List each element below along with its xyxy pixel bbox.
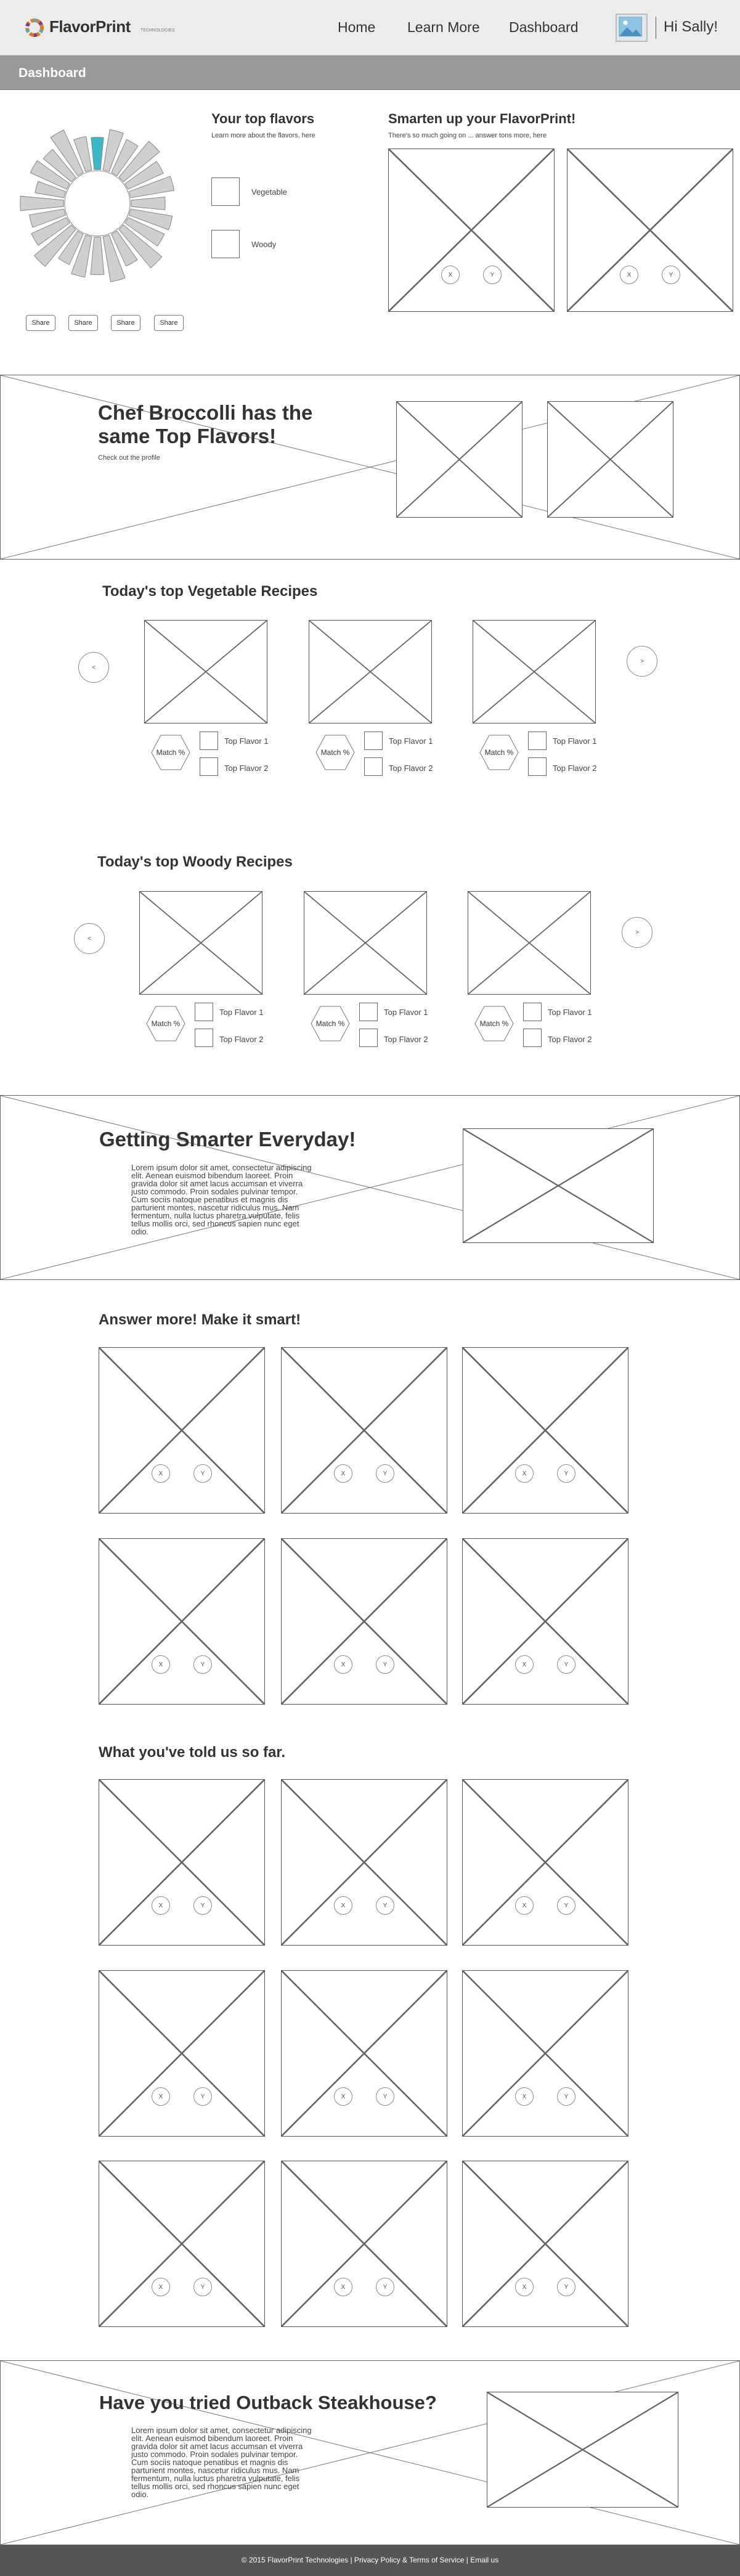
smarter-title: Getting Smarter Everyday! — [99, 1128, 356, 1151]
top-flavors-title: Your top flavors — [211, 111, 315, 126]
image-placeholder-icon — [304, 892, 426, 994]
image-placeholder-icon — [99, 1539, 264, 1704]
woody-next-button[interactable]: > — [622, 917, 653, 948]
flavor-petal[interactable] — [91, 237, 104, 275]
match-percent-label: Match % — [484, 748, 514, 757]
top-flavor-2-label: Top Flavor 2 — [389, 764, 433, 773]
avatar[interactable] — [616, 14, 648, 42]
image-placeholder-icon — [463, 1539, 628, 1704]
flavor-label-vegetable: Vegetable — [251, 187, 287, 197]
question-card[interactable] — [99, 1779, 265, 1946]
top-flavor-2-label: Top Flavor 2 — [384, 1035, 428, 1044]
top-flavor-2-checkbox[interactable] — [523, 1029, 542, 1047]
top-flavor-1-label: Top Flavor 1 — [224, 736, 269, 746]
flavor-center — [65, 171, 130, 236]
told-us-title: What you've told us so far. — [99, 1744, 286, 1761]
top-flavor-2-checkbox[interactable] — [528, 757, 547, 776]
dashboard-bar — [0, 55, 740, 90]
woody-recipes-title: Today's top Woody Recipes — [97, 854, 293, 870]
answer-x-button[interactable]: X — [152, 1464, 170, 1483]
image-placeholder-icon — [463, 1971, 628, 2136]
top-flavor-1-checkbox[interactable] — [359, 1003, 378, 1021]
smarten-link[interactable]: There's so much going on ... answer tons more, here — [388, 132, 547, 139]
flavor-petal[interactable] — [91, 137, 104, 169]
match-percent-label: Match % — [320, 748, 350, 757]
match-percent-badge — [474, 1005, 514, 1042]
image-placeholder-icon — [548, 402, 673, 517]
brand-tagline: TECHNOLOGIES — [140, 28, 175, 33]
nav-learn-more[interactable]: Learn More — [407, 19, 480, 35]
share-button[interactable]: Share — [26, 315, 55, 331]
match-percent-badge — [310, 1005, 351, 1042]
top-flavor-2-label: Top Flavor 2 — [219, 1035, 264, 1044]
top-flavor-2-checkbox[interactable] — [195, 1029, 213, 1047]
chef-image[interactable] — [396, 401, 522, 518]
answer-y-button[interactable]: Y — [483, 266, 502, 284]
top-flavor-1-checkbox[interactable] — [528, 732, 547, 750]
question-card[interactable] — [99, 1538, 265, 1705]
image-placeholder-icon — [487, 2392, 678, 2507]
image-placeholder-icon — [468, 892, 590, 994]
outback-body: Lorem ipsum dolor sit amet, consectetur adipiscing elit. Aenean euismod bibendum laoreet. Proin gravida dolor sit amet lacus accumsan et viverra justo commodo. Proin sodales pulvinar tempor. Cum sociis natoque penatibus et magnis dis parturient montes, nascetur ridiculus mus. Nam fermentum, nulla luctus pharetra vulputate, felis tellus mollis orci, sed rhoncus sapien nunc eget odio. — [131, 2426, 312, 2499]
answer-x-button[interactable]: X — [515, 1464, 534, 1483]
answer-x-button[interactable]: X — [152, 1655, 170, 1674]
answer-y-button[interactable]: Y — [557, 2278, 575, 2296]
footer-text[interactable]: © 2015 FlavorPrint Technologies | Privacy Policy & Terms of Service | Email us — [241, 2556, 499, 2564]
image-placeholder-icon — [389, 149, 554, 311]
flavor-petal[interactable] — [131, 197, 165, 210]
match-percent-badge — [315, 734, 356, 771]
image-placeholder-icon — [463, 2161, 628, 2326]
top-header — [0, 0, 740, 55]
outback-image[interactable] — [487, 2392, 678, 2508]
outback-title: Have you tried Outback Steakhouse? — [99, 2392, 437, 2413]
flavor-petal[interactable] — [20, 196, 64, 211]
answer-y-button[interactable]: Y — [557, 1655, 575, 1674]
answer-x-button[interactable]: X — [515, 2278, 534, 2296]
match-percent-label: Match % — [315, 1019, 345, 1028]
top-flavor-1-label: Top Flavor 1 — [384, 1008, 428, 1017]
image-placeholder-icon — [309, 621, 431, 723]
question-card[interactable] — [99, 2161, 265, 2327]
image-placeholder-icon — [99, 1780, 264, 1945]
answer-y-button[interactable]: Y — [557, 1464, 575, 1483]
woody-prev-button[interactable]: < — [74, 923, 105, 954]
recipe-image[interactable] — [304, 891, 427, 995]
answer-x-button[interactable]: X — [515, 1896, 534, 1915]
answer-x-button[interactable]: X — [334, 2087, 352, 2106]
user-greeting[interactable]: Hi Sally! — [664, 18, 718, 35]
question-card[interactable] — [281, 1970, 447, 2137]
recipe-image[interactable] — [473, 620, 596, 723]
image-placeholder-icon — [282, 1348, 447, 1513]
answer-x-button[interactable]: X — [620, 266, 638, 284]
top-flavors-learn-link[interactable]: Learn more about the flavors, here — [211, 132, 315, 139]
answer-y-button[interactable]: Y — [557, 1896, 575, 1915]
answer-y-button[interactable]: Y — [376, 1896, 394, 1915]
top-flavor-2-checkbox[interactable] — [200, 757, 218, 776]
top-flavor-2-label: Top Flavor 2 — [224, 764, 269, 773]
nav-dashboard[interactable]: Dashboard — [509, 19, 579, 35]
match-percent-badge — [150, 734, 191, 771]
answer-x-button[interactable]: X — [334, 1655, 352, 1674]
image-placeholder-icon — [282, 1971, 447, 2136]
question-card[interactable] — [281, 1538, 447, 1705]
top-flavor-2-checkbox[interactable] — [359, 1029, 378, 1047]
recipe-image[interactable] — [309, 620, 432, 723]
nav-home[interactable]: Home — [338, 19, 376, 35]
chef-title: Chef Broccolli has the same Top Flavors! — [98, 401, 313, 447]
recipe-image[interactable] — [139, 891, 262, 995]
top-flavor-1-checkbox[interactable] — [364, 732, 383, 750]
answer-x-button[interactable]: X — [515, 2087, 534, 2106]
answer-y-button[interactable]: Y — [557, 2087, 575, 2106]
smarter-image[interactable] — [463, 1128, 654, 1243]
question-card[interactable] — [567, 149, 733, 312]
image-placeholder-icon — [99, 1348, 264, 1513]
question-card[interactable] — [99, 1970, 265, 2137]
image-placeholder-icon — [282, 2161, 447, 2326]
recipe-image[interactable] — [144, 620, 267, 723]
flavor-image-vegetable[interactable] — [211, 177, 240, 206]
answer-y-button[interactable]: Y — [376, 2087, 394, 2106]
question-card[interactable] — [99, 1347, 265, 1514]
top-flavor-1-checkbox[interactable] — [195, 1003, 213, 1021]
image-placeholder-icon — [282, 1539, 447, 1704]
question-card[interactable] — [281, 1347, 447, 1514]
image-placeholder-icon — [397, 402, 522, 517]
top-flavor-2-checkbox[interactable] — [364, 757, 383, 776]
answer-y-button[interactable]: Y — [376, 1464, 394, 1483]
veg-next-button[interactable]: > — [627, 646, 657, 677]
top-flavor-1-label: Top Flavor 1 — [219, 1008, 264, 1017]
top-flavor-1-label: Top Flavor 1 — [553, 736, 597, 746]
answer-x-button[interactable]: X — [152, 1896, 170, 1915]
dashboard-title: Dashboard — [18, 66, 86, 80]
image-placeholder-icon — [463, 1780, 628, 1945]
veg-recipes-title: Today's top Vegetable Recipes — [102, 583, 318, 600]
question-card[interactable] — [281, 1779, 447, 1946]
image-icon — [617, 15, 646, 41]
answer-x-button[interactable]: X — [515, 1655, 534, 1674]
share-button[interactable]: Share — [154, 315, 184, 331]
answer-y-button[interactable]: Y — [376, 1655, 394, 1674]
footer — [0, 2545, 740, 2576]
answer-y-button[interactable]: Y — [193, 1896, 212, 1915]
image-placeholder-icon — [99, 1971, 264, 2136]
match-percent-label: Match % — [151, 1019, 181, 1028]
match-percent-badge — [479, 734, 519, 771]
image-placeholder-icon — [463, 1129, 653, 1242]
flavorprint-logo-icon[interactable] — [23, 17, 46, 39]
question-card[interactable] — [388, 149, 555, 312]
image-placeholder-icon — [99, 2161, 264, 2326]
brand-name[interactable]: FlavorPrint — [49, 17, 131, 36]
question-card[interactable] — [462, 2161, 628, 2327]
answer-more-title: Answer more! Make it smart! — [99, 1311, 301, 1328]
veg-prev-button[interactable]: < — [78, 652, 109, 683]
chef-image[interactable] — [547, 401, 673, 518]
question-card[interactable] — [462, 1779, 628, 1946]
flavor-label-woody: Woody — [251, 240, 277, 249]
top-flavor-2-label: Top Flavor 2 — [553, 764, 597, 773]
answer-x-button[interactable]: X — [334, 1464, 352, 1483]
match-percent-label: Match % — [479, 1019, 509, 1028]
match-percent-label: Match % — [156, 748, 185, 757]
answer-y-button[interactable]: Y — [193, 2278, 212, 2296]
answer-x-button[interactable]: X — [152, 2087, 170, 2106]
smarten-title: Smarten up your FlavorPrint! — [388, 111, 576, 126]
question-card[interactable] — [281, 2161, 447, 2327]
answer-y-button[interactable]: Y — [193, 1464, 212, 1483]
question-card[interactable] — [462, 1538, 628, 1705]
chef-profile-link[interactable]: Check out the profile — [98, 454, 160, 462]
question-card[interactable] — [462, 1347, 628, 1514]
answer-y-button[interactable]: Y — [193, 1655, 212, 1674]
top-flavor-1-label: Top Flavor 1 — [548, 1008, 592, 1017]
image-placeholder-icon — [282, 1780, 447, 1945]
answer-x-button[interactable]: X — [334, 2278, 352, 2296]
answer-y-button[interactable]: Y — [376, 2278, 394, 2296]
image-placeholder-icon — [463, 1348, 628, 1513]
image-placeholder-icon — [140, 892, 262, 994]
match-percent-badge — [145, 1005, 186, 1042]
top-flavor-1-label: Top Flavor 1 — [389, 736, 433, 746]
top-flavor-2-label: Top Flavor 2 — [548, 1035, 592, 1044]
image-placeholder-icon — [567, 149, 733, 311]
flavor-image-woody[interactable] — [211, 230, 240, 258]
top-flavor-1-checkbox[interactable] — [523, 1003, 542, 1021]
answer-x-button[interactable]: X — [152, 2278, 170, 2296]
image-placeholder-icon — [473, 621, 595, 723]
share-button[interactable]: Share — [111, 315, 140, 331]
top-flavor-1-checkbox[interactable] — [200, 732, 218, 750]
image-placeholder-icon — [145, 621, 267, 723]
share-button[interactable]: Share — [68, 315, 98, 331]
answer-x-button[interactable]: X — [441, 266, 460, 284]
answer-y-button[interactable]: Y — [662, 266, 680, 284]
flavorprint-chart[interactable] — [11, 105, 196, 302]
answer-x-button[interactable]: X — [334, 1896, 352, 1915]
smarter-body: Lorem ipsum dolor sit amet, consectetur adipiscing elit. Aenean euismod bibendum laoreet. Proin gravida dolor sit amet lacus accumsan et viverra justo commodo. Proin sodales pulvinar tempor. Cum sociis natoque penatibus et magnis dis parturient montes, nascetur ridiculus mus. Nam fermentum, nulla luctus pharetra vulputate, felis tellus mollis orci, sed rhoncus sapien nunc eget odio. — [131, 1163, 312, 1236]
question-card[interactable] — [462, 1970, 628, 2137]
recipe-image[interactable] — [468, 891, 591, 995]
answer-y-button[interactable]: Y — [193, 2087, 212, 2106]
